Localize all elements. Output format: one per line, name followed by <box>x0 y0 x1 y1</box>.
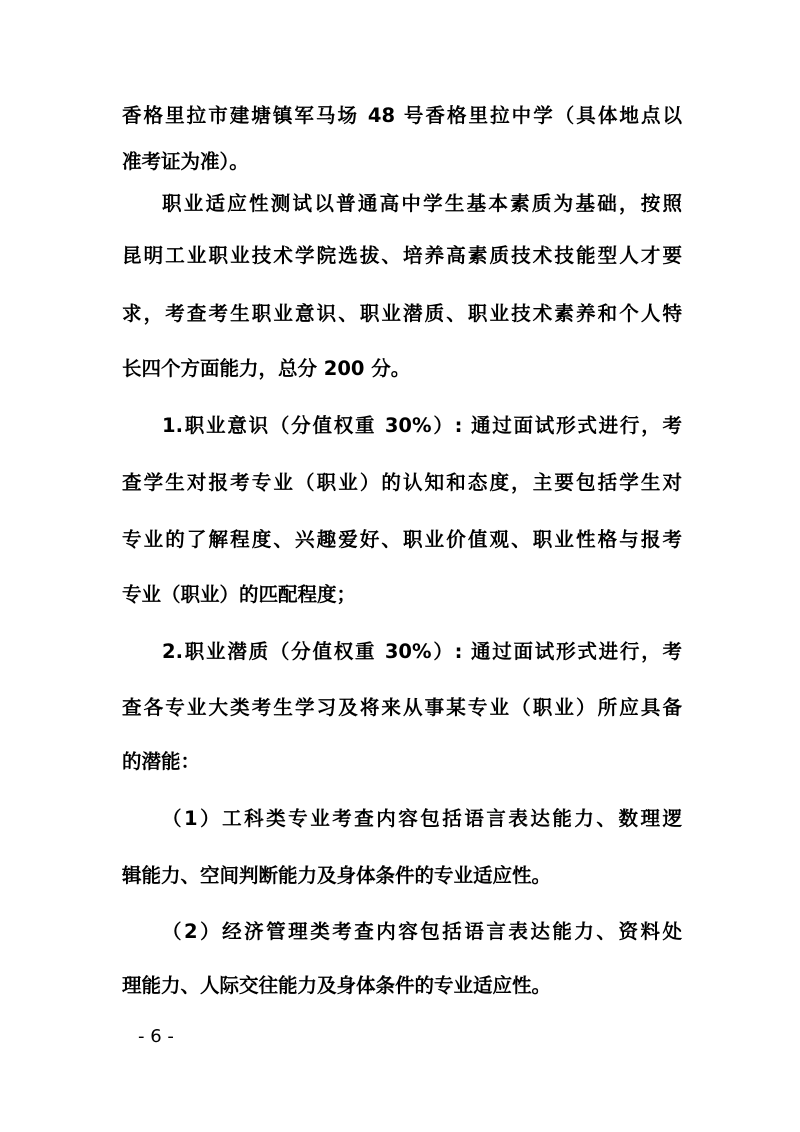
text-line: 辑能力、空间判断能力及身体条件的专业适应性。 <box>122 864 552 887</box>
text-line: 长四个方面能力，总分 200 分。 <box>122 357 411 380</box>
paragraph-start: 1.职业意识（分值权重 30%）: 通过面试形式进行，考 <box>162 414 682 437</box>
paragraph-start: （1）工科类专业考查内容包括语言表达能力、数理逻 <box>162 807 682 830</box>
text-line: 求，考查考生职业意识、职业潜质、职业技术素养和个人特 <box>122 302 682 325</box>
text-line: 查各专业大类考生学习及将来从事某专业（职业）所应具备 <box>122 696 682 719</box>
text-line: 查学生对报考专业（职业）的认知和态度，主要包括学生对 <box>122 471 682 494</box>
text-line: 准考证为准）。 <box>122 150 249 173</box>
text-line: 专业的了解程度、兴趣爱好、职业价值观、职业性格与报考 <box>122 528 682 551</box>
text-line: 香格里拉市建塘镇军马场 48 号香格里拉中学（具体地点以 <box>122 104 682 127</box>
text-line: 理能力、人际交往能力及身体条件的专业适应性。 <box>122 974 552 997</box>
paragraph-start: 职业适应性测试以普通高中学生基本素质为基础，按照 <box>162 192 682 215</box>
text-line: 昆明工业职业技术学院选拔、培养高素质技术技能型人才要 <box>122 244 682 267</box>
paragraph-start: 2.职业潜质（分值权重 30%）: 通过面试形式进行，考 <box>162 640 682 663</box>
text-line: 的潜能： <box>122 750 201 773</box>
text-line: 专业（职业）的匹配程度； <box>122 583 357 606</box>
page-number: - 6 - <box>138 1026 174 1047</box>
paragraph-start: （2）经济管理类考查内容包括语言表达能力、资料处 <box>162 920 682 943</box>
